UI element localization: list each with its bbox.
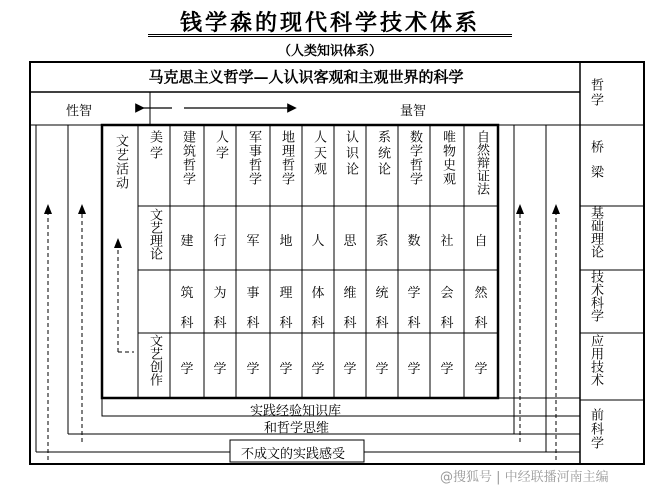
column-header: 建筑哲学 bbox=[180, 130, 195, 186]
bottom-box-line-2: 和哲学思维 bbox=[264, 421, 330, 436]
grid-cell: 学 bbox=[213, 362, 227, 377]
grid-cell: 为 bbox=[213, 286, 227, 301]
grid-cell: 理 bbox=[279, 286, 293, 301]
right-col-tech-science: 技术科学 bbox=[588, 270, 603, 322]
page-title: 钱学森的现代科学技术体系 bbox=[179, 10, 480, 36]
grid-cell: 学 bbox=[474, 362, 488, 377]
bottom-label: 不成文的实践感受 bbox=[241, 447, 346, 462]
banner-title: 马克思主义哲学—人认识客观和主观世界的科学 bbox=[148, 68, 464, 86]
grid-cell: 行 bbox=[213, 234, 227, 249]
column-header: 人学 bbox=[213, 130, 228, 162]
grid-cell: 体 bbox=[311, 286, 325, 301]
grid-cell: 学 bbox=[279, 362, 293, 377]
grid-cell: 人 bbox=[311, 234, 325, 249]
grid-cell: 学 bbox=[407, 286, 421, 301]
grid-cell: 学 bbox=[246, 362, 260, 377]
right-col-applied-tech: 应用技术 bbox=[588, 334, 603, 386]
grid-cell: 系 bbox=[375, 234, 389, 249]
grid-cell: 科 bbox=[474, 316, 488, 331]
grid-cell: 科 bbox=[213, 316, 227, 331]
column-header: 地理哲学 bbox=[279, 130, 294, 186]
left-label: 性智 bbox=[66, 104, 93, 119]
column-header: 认识论 bbox=[343, 130, 358, 178]
grid-cell: 会 bbox=[440, 286, 454, 301]
column-header: 系统论 bbox=[375, 130, 390, 178]
grid-cell: 地 bbox=[279, 234, 293, 249]
column-header: 数学哲学 bbox=[407, 130, 422, 186]
right-col-pre-science: 前科学 bbox=[588, 408, 603, 450]
grid-cell: 维 bbox=[343, 286, 357, 301]
page-subtitle: （人类知识体系） bbox=[277, 44, 382, 59]
right-label: 量智 bbox=[400, 104, 427, 119]
grid-cell: 科 bbox=[375, 316, 389, 331]
grid-cell: 科 bbox=[180, 316, 194, 331]
column-header: 美学 bbox=[147, 130, 162, 162]
literature-creation: 文艺创作 bbox=[147, 334, 162, 386]
grid-cell: 学 bbox=[440, 362, 454, 377]
grid-cell: 自 bbox=[474, 234, 488, 249]
grid-cell: 学 bbox=[407, 362, 421, 377]
grid-cell: 科 bbox=[407, 316, 421, 331]
column-header: 自然辩证法 bbox=[474, 130, 489, 195]
bottom-box-line-1: 实践经验知识库 bbox=[250, 404, 342, 419]
grid-cell: 科 bbox=[311, 316, 325, 331]
grid-cell: 学 bbox=[343, 362, 357, 377]
literature-theory: 文艺理论 bbox=[147, 208, 162, 260]
column-header: 军事哲学 bbox=[246, 130, 261, 186]
grid-cell: 然 bbox=[474, 286, 488, 301]
column-header: 唯物史观 bbox=[440, 130, 455, 186]
grid-cell: 社 bbox=[440, 234, 454, 249]
grid-cell: 思 bbox=[343, 234, 357, 249]
grid-cell: 学 bbox=[311, 362, 325, 377]
right-col-bridge: 桥梁 bbox=[588, 140, 603, 190]
right-col-basic-theory: 基础理论 bbox=[588, 206, 603, 258]
grid-cell: 科 bbox=[246, 316, 260, 331]
right-col-philosophy: 哲学 bbox=[588, 78, 603, 108]
grid-cell: 筑 bbox=[180, 286, 194, 301]
grid-cell: 学 bbox=[375, 362, 389, 377]
grid-cell: 学 bbox=[180, 362, 194, 377]
column-header: 人天观 bbox=[311, 130, 326, 178]
grid-cell: 数 bbox=[407, 234, 421, 249]
grid-cell: 军 bbox=[246, 234, 260, 249]
literature-activity: 文艺活动 bbox=[113, 134, 128, 190]
grid-cell: 事 bbox=[246, 286, 260, 301]
grid-cell: 科 bbox=[279, 316, 293, 331]
grid-cell: 科 bbox=[343, 316, 357, 331]
grid-cell: 统 bbox=[375, 286, 389, 301]
grid-cell: 建 bbox=[180, 234, 194, 249]
watermark: @搜狐号 | 中经联播河南主编 bbox=[440, 470, 609, 485]
grid-cell: 科 bbox=[440, 316, 454, 331]
